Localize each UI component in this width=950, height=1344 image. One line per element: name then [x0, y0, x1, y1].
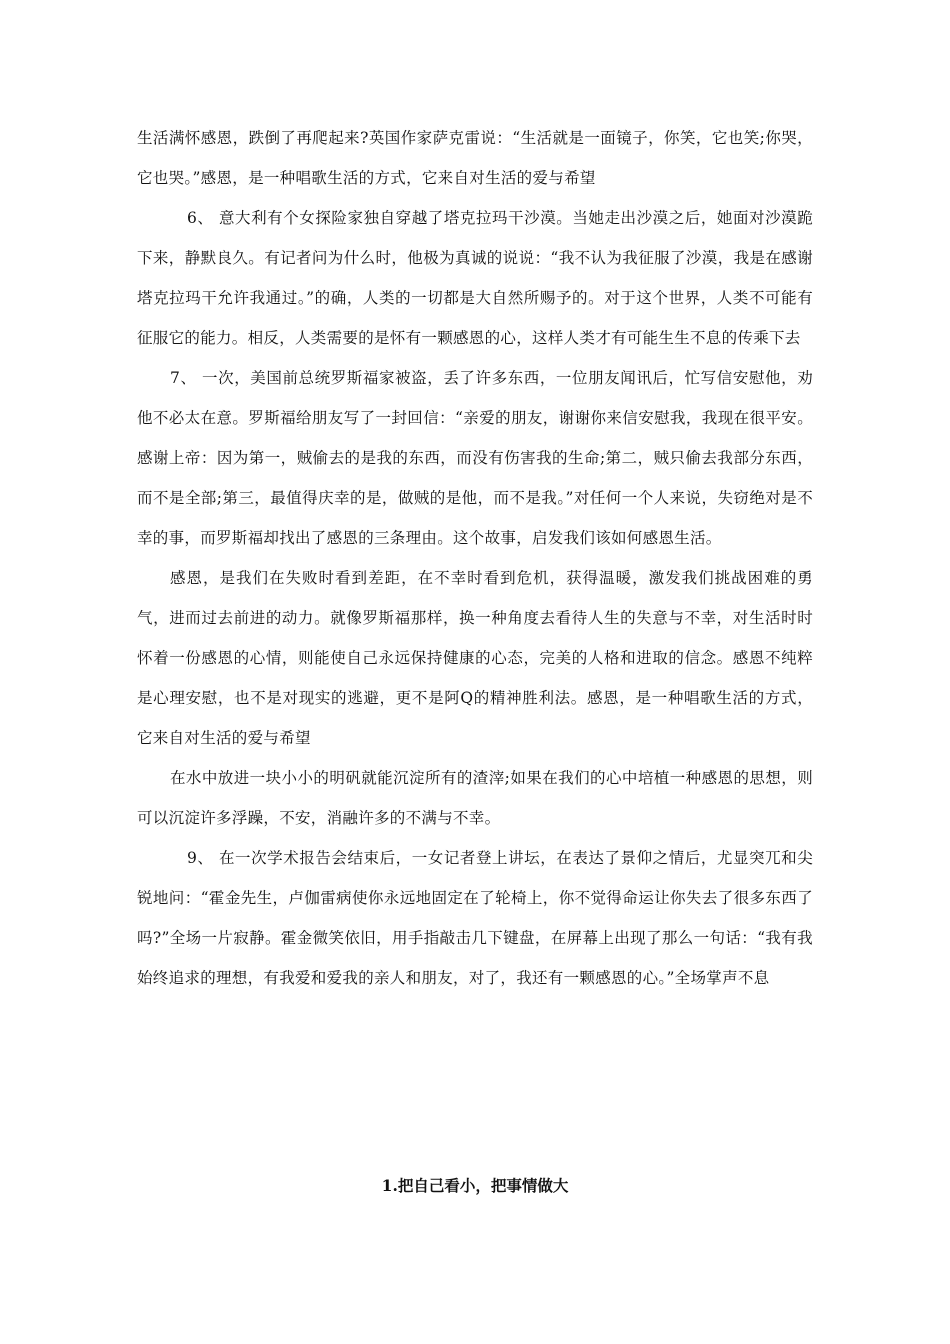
paragraph-gratitude-meaning: 感恩，是我们在失败时看到差距，在不幸时看到危机，获得温暖，激发我们挑战困难的勇气，进而过去前进的动力。就像罗斯福那样，换一种角度去看待人生的失意与不幸，对生活时时怀着一份感恩的心情，则能使自己永远保持健康的心态，完美的人格和进取的信念。感恩不纯粹是心理安慰，也不是对现实的逃避，更不是阿Q的精神胜利法。感恩，是一种唱歌生活的方式，它来自对生活的爱与希望: [137, 569, 813, 747]
paragraph-roosevelt-theft: 7、 一次，美国前总统罗斯福家被盗，丢了许多东西，一位朋友闻讯后，忙写信安慰他，劝他不必太在意。罗斯福给朋友写了一封回信：“亲爱的朋友，谢谢你来信安慰我，我现在很平安。感谢上帝：因为第一，贼偷去的是我的东西，而没有伤害我的生命;第二，贼只偷去我部分东西，而不是全部;第三，最值得庆幸的是，做贼的是他，而不是我。”对任何一个人来说，失窃绝对是不幸的事，而罗斯福却找出了感恩的三条理由。这个故事，启发我们该如何感恩生活。: [137, 369, 813, 547]
paragraph-gratitude-mirror: 生活满怀感恩，跌倒了再爬起来?英国作家萨克雷说：“生活就是一面镜子，你笑，它也笑;你哭，它也哭。”感恩，是一种唱歌生活的方式，它来自对生活的爱与希望: [137, 129, 813, 187]
document-page: [137, 118, 813, 1195]
paragraph-desert-explorer: 6、 意大利有个女探险家独自穿越了塔克拉玛干沙漠。当她走出沙漠之后，她面对沙漠跪下来，静默良久。有记者问为什么时，他极为真诚的说说：“我不认为我征服了沙漠，我是在感谢塔克拉玛干允许我通过。”的确，人类的一切都是大自然所赐予的。对于这个世界，人类不可能有征服它的能力。相反，人类需要的是怀有一颗感恩的心，这样人类才有可能生生不息的传乘下去: [137, 209, 813, 347]
paragraph-hawking: 9、 在一次学术报告会结束后，一女记者登上讲坛，在表达了景仰之情后，尤显突兀和尖锐地问：“霍金先生，卢伽雷病使你永远地固定在了轮椅上，你不觉得命运让你失去了很多东西了吗?”全场一片寂静。霍金微笑依旧，用手指敲击几下键盘，在屏幕上出现了那么一句话：“我有我始终追求的理想，有我爱和爱我的亲人和朋友，对了，我还有一颗感恩的心。”全场掌声不息: [137, 849, 813, 987]
section-heading: 1.把自己看小，把事情做大: [381, 1176, 569, 1195]
paragraph-alum-metaphor: 在水中放进一块小小的明矾就能沉淀所有的渣滓;如果在我们的心中培植一种感恩的思想，则可以沉淀许多浮躁，不安，消融许多的不满与不幸。: [137, 769, 813, 827]
